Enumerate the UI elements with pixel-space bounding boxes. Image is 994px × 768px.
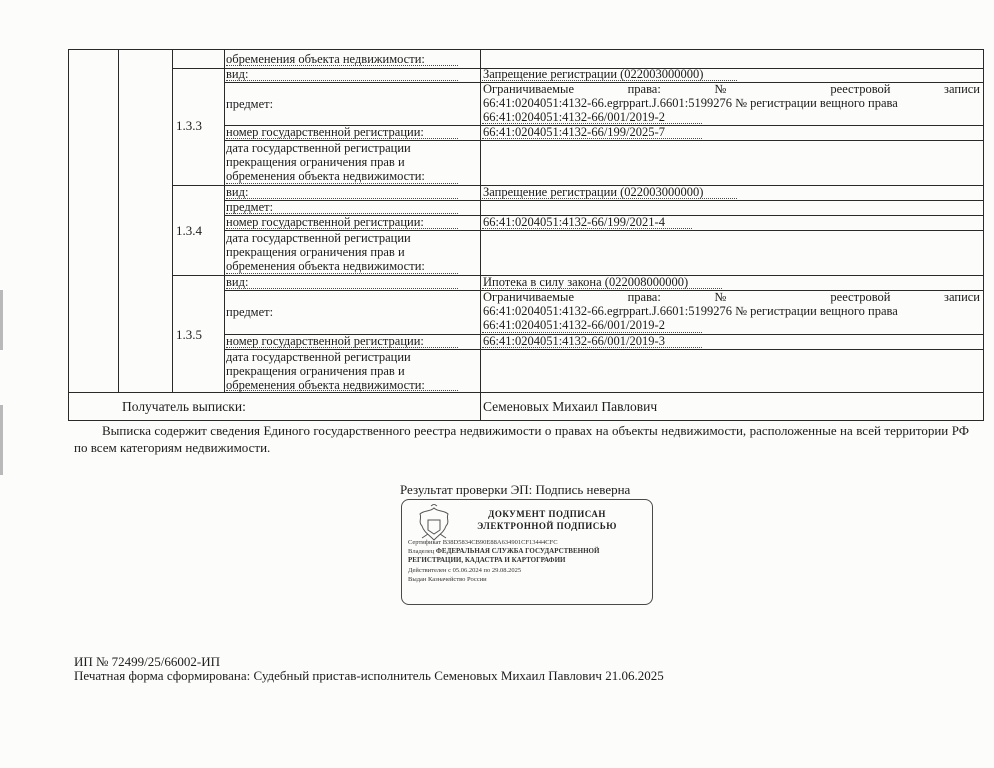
kind-value: Запрещение регистрации (022003000000) <box>483 67 704 81</box>
stamp-title: ДОКУМЕНТ ПОДПИСАН <box>488 509 606 519</box>
recipient-value: Семеновых Михаил Павлович <box>483 399 658 414</box>
subject-value-line: 66:41:0204051:4132-66/001/2019-2 <box>483 318 665 332</box>
signature-check-result: Результат проверки ЭП: Подпись неверна <box>400 482 631 497</box>
reg-number-label: номер государственной регистрации: <box>226 215 424 229</box>
end-date-label: обременения объекта недвижимости: <box>226 169 425 183</box>
extract-note: Выписка содержит сведения Единого государственного реестра недвижимости о правах на объекты недвижимости, расположенные на всей территории РФ по всем категориям недвижимости. <box>74 423 969 455</box>
stamp-owner-name: РЕГИСТРАЦИИ, КАДАСТРА И КАРТОГРАФИИ <box>408 556 566 564</box>
kind-label: вид: <box>226 185 249 199</box>
reg-number-label: номер государственной регистрации: <box>226 334 424 348</box>
subject-value-line: 66:41:0204051:4132-66.egrppart.J.6601:5199276 № регистрации вещного права <box>483 304 898 318</box>
reg-number-value: 66:41:0204051:4132-66/199/2025-7 <box>483 125 665 139</box>
kind-value: Ипотека в силу закона (022008000000) <box>483 275 689 289</box>
printed-by: Печатная форма сформирована: Судебный пристав-исполнитель Семеновых Михаил Павлович 21.06.2025 <box>74 668 664 683</box>
end-date-label: обременения объекта недвижимости: <box>226 259 425 273</box>
continuation-label: обременения объекта недвижимости: <box>226 52 425 66</box>
subject-value-line: Ограничиваемые права: № реестровой записи <box>483 290 980 304</box>
reg-number-label: номер государственной регистрации: <box>226 125 424 139</box>
kind-label: вид: <box>226 67 249 81</box>
section-number-1-3-5: 1.3.5 <box>176 327 202 342</box>
end-date-label: дата государственной регистрации <box>226 350 411 364</box>
case-number: ИП № 72499/25/66002-ИП <box>74 654 221 669</box>
recipient-label: Получатель выписки: <box>122 399 246 414</box>
scan-speck <box>0 290 3 350</box>
e-signature-stamp <box>401 499 653 605</box>
subject-value-line: 66:41:0204051:4132-66.egrppart.J.6601:5199276 № регистрации вещного права <box>483 96 898 110</box>
reg-number-value: 66:41:0204051:4132-66/001/2019-3 <box>483 334 665 348</box>
end-date-label: прекращения ограничения прав и <box>226 245 405 259</box>
subject-label: предмет: <box>226 97 274 111</box>
stamp-issuer: Выдан Казначейство России <box>408 576 487 583</box>
end-date-label: прекращения ограничения прав и <box>226 364 405 378</box>
end-date-label: обременения объекта недвижимости: <box>226 378 425 392</box>
scan-speck <box>0 405 3 475</box>
subject-value-line: 66:41:0204051:4132-66/001/2019-2 <box>483 110 665 124</box>
subject-label: предмет: <box>226 305 274 319</box>
stamp-title: ЭЛЕКТРОННОЙ ПОДПИСЬЮ <box>477 521 617 531</box>
end-date-label: дата государственной регистрации <box>226 141 411 155</box>
stamp-owner-label: Владелец <box>408 548 435 555</box>
stamp-owner-name: ФЕДЕРАЛЬНАЯ СЛУЖБА ГОСУДАРСТВЕННОЙ <box>435 547 600 555</box>
end-date-label: прекращения ограничения прав и <box>226 155 405 169</box>
stamp-validity: Действителен с 05.06.2024 по 29.08.2025 <box>408 567 522 574</box>
reg-number-value: 66:41:0204051:4132-66/199/2021-4 <box>483 215 665 229</box>
stamp-certificate: Сертификат B38D5834CB90E88A634901CF13444CFC <box>408 539 558 546</box>
kind-value: Запрещение регистрации (022003000000) <box>483 185 704 199</box>
kind-label: вид: <box>226 275 249 289</box>
stamp-owner <box>408 548 599 555</box>
end-date-label: дата государственной регистрации <box>226 231 411 245</box>
section-number-1-3-4: 1.3.4 <box>176 223 202 238</box>
subject-label: предмет: <box>226 200 274 214</box>
section-number-1-3-3: 1.3.3 <box>176 118 202 133</box>
subject-value-line: Ограничиваемые права: № реестровой записи <box>483 82 980 96</box>
